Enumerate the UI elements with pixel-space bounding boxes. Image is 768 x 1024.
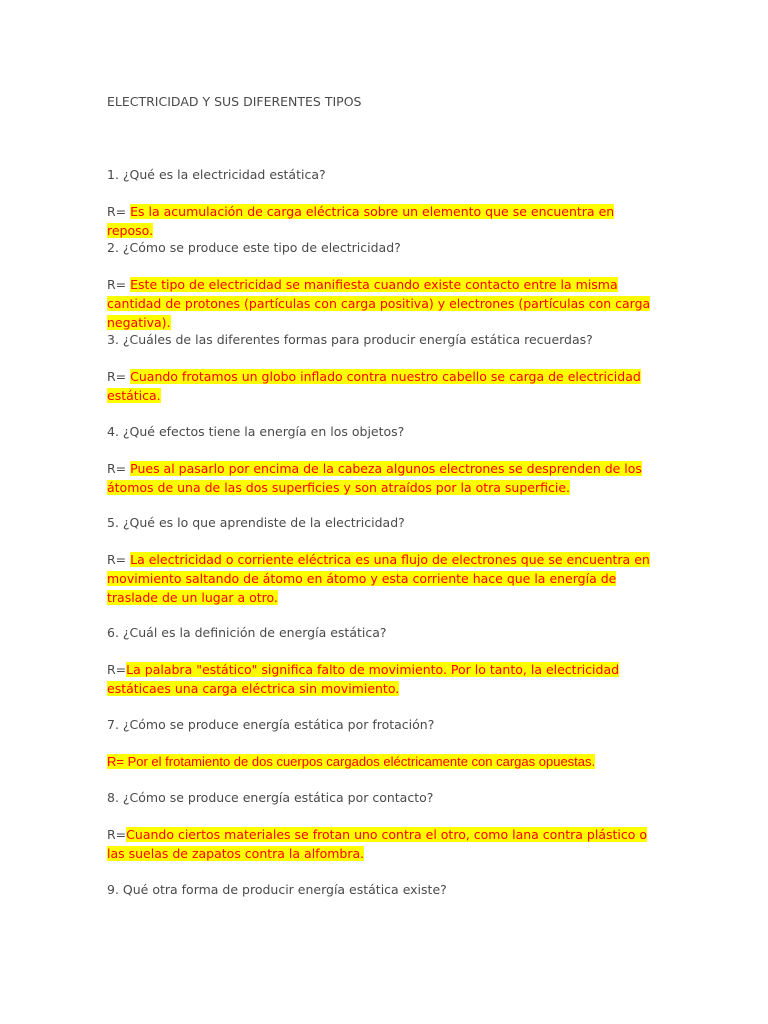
qa-item-5 [107, 513, 659, 607]
answer-6 [107, 660, 659, 698]
document-title: ELECTRICIDAD Y SUS DIFERENTES TIPOS [107, 94, 362, 109]
question-3: 3. ¿Cuáles de las diferentes formas para producir energía estática recuerdas? [107, 332, 593, 347]
question-6: 6. ¿Cuál es la definición de energía estática? [107, 625, 387, 640]
qa-item-3 [107, 330, 659, 405]
answer-text-4: Pues al pasarlo por encima de la cabeza algunos electrones se desprenden de los átomos de una de las dos superficies y son atraídos por la otra superficie. [107, 461, 642, 495]
answer-prefix-5: R= [107, 552, 131, 567]
qa-item-8 [107, 788, 659, 863]
answer-text-2: Este tipo de electricidad se manifiesta cuando existe contacto entre la misma cantidad de protones (partículas con carga positiva) y electrones (partículas con carga negativa). [107, 277, 651, 330]
question-5: 5. ¿Qué es lo que aprendiste de la electricidad? [107, 515, 405, 530]
answer-text-8: Cuando ciertos materiales se frotan uno contra el otro, como lana contra plástico o las suelas de zapatos contra la alfombra. [107, 827, 648, 861]
answer-prefix-4: R= [107, 461, 131, 476]
question-1: 1. ¿Qué es la electricidad estática? [107, 167, 326, 182]
question-7: 7. ¿Cómo se produce energía estática por frotación? [107, 717, 435, 732]
answer-5 [107, 550, 659, 607]
answer-prefix-8: R= [107, 827, 127, 842]
answer-prefix-6: R= [107, 662, 127, 677]
question-8: 8. ¿Cómo se produce energía estática por contacto? [107, 790, 434, 805]
answer-1 [107, 202, 659, 240]
question-4: 4. ¿Qué efectos tiene la energía en los objetos? [107, 424, 405, 439]
question-9: 9. Qué otra forma de producir energía estática existe? [107, 882, 447, 897]
answer-8 [107, 825, 659, 863]
answer-3 [107, 367, 659, 405]
qa-item-6 [107, 623, 659, 698]
answer-text-1: Es la acumulación de carga eléctrica sobre un elemento que se encuentra en reposo. [107, 204, 615, 238]
qa-item-1 [107, 165, 659, 240]
answer-7 [107, 752, 659, 771]
answer-2 [107, 275, 659, 332]
answer-prefix-1: R= [107, 204, 131, 219]
qa-item-2 [107, 238, 659, 332]
answer-prefix-2: R= [107, 277, 131, 292]
answer-text-7: R= Por el frotamiento de dos cuerpos cargados eléctricamente con cargas opuestas. [107, 754, 596, 769]
answer-text-6: La palabra "estático" significa falto de movimiento. Por lo tanto, la electricidad estáticaes una carga eléctrica sin movimiento. [107, 662, 620, 696]
answer-text-5: La electricidad o corriente eléctrica es una flujo de electrones que se encuentra en movimiento saltando de átomo en átomo y esta corriente hace que la energía de traslade de un lugar a otro. [107, 552, 650, 605]
answer-text-3: Cuando frotamos un globo inflado contra nuestro cabello se carga de electricidad estática. [107, 369, 641, 403]
question-2: 2. ¿Cómo se produce este tipo de electricidad? [107, 240, 401, 255]
answer-4 [107, 459, 659, 497]
answer-prefix-3: R= [107, 369, 131, 384]
qa-item-9 [107, 880, 659, 899]
qa-item-7 [107, 715, 659, 771]
qa-item-4 [107, 422, 659, 497]
